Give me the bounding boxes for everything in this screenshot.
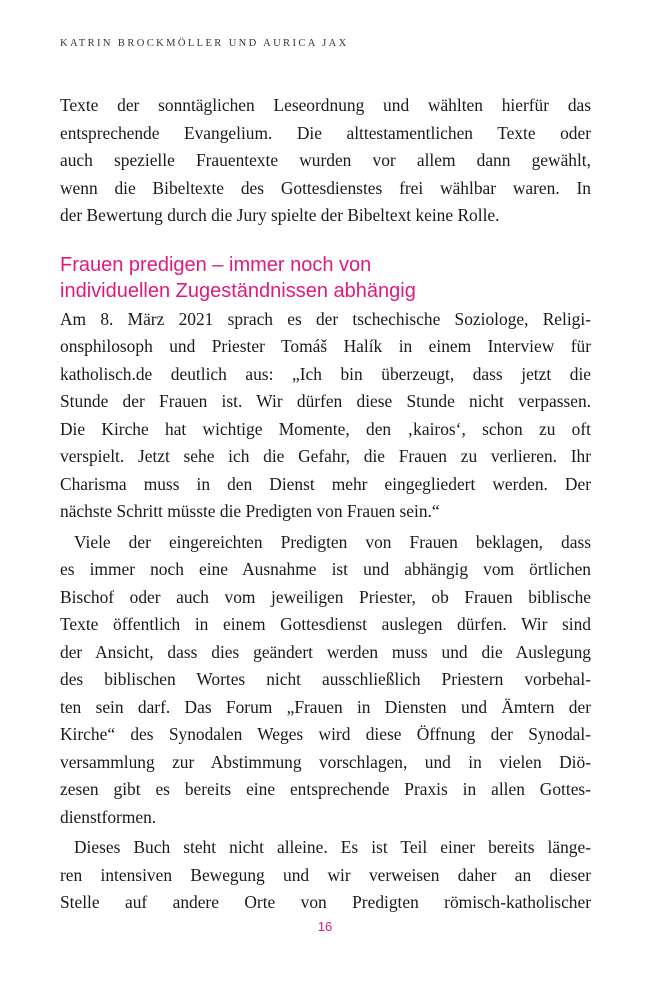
text-line: des biblischen Wortes nicht ausschließlich Priestern vorbehal- — [60, 669, 591, 689]
section-heading-line: Frauen predigen – immer noch von — [60, 253, 372, 276]
text-line: ten sein darf. Das Forum „Frauen in Diensten und Ämtern der — [60, 696, 591, 717]
text-line: Dieses Buch steht nicht alleine. Es ist Teil einer bereits länge- — [74, 837, 591, 857]
paragraph — [60, 834, 591, 917]
paragraph — [60, 92, 591, 230]
page-body — [60, 92, 591, 917]
text-line: der Bewertung durch die Jury spielte der Bibeltext keine Rolle. — [60, 205, 500, 225]
page-number: 16 — [317, 919, 333, 934]
text-line: Charisma muss in den Dienst mehr eingegliedert werden. Der — [60, 473, 591, 494]
text-line: katholisch.de deutlich aus: „Ich bin überzeugt, dass jetzt die — [60, 363, 591, 384]
text-line: Am 8. März 2021 sprach es der tschechische Soziologe, Religi- — [60, 308, 591, 329]
section-heading — [60, 252, 591, 304]
text-line: wenn die Bibeltexte des Gottesdienstes frei wählbar waren. In — [60, 177, 591, 198]
text-line: der Ansicht, dass dies geändert werden muss und die Auslegung — [60, 641, 591, 662]
paragraph — [60, 306, 591, 526]
text-line: Stunde der Frauen ist. Wir dürfen diese Stunde nicht verpassen. — [60, 391, 591, 411]
text-line: Kirche“ des Synodalen Weges wird diese Öffnung der Synodal- — [60, 724, 591, 744]
spacer — [60, 230, 591, 252]
text-line: versammlung zur Abstimmung vorschlagen, und in vielen Diö- — [60, 751, 591, 772]
text-line: es immer noch eine Ausnahme ist und abhängig vom örtlichen — [60, 559, 591, 579]
text-line: ren intensiven Bewegung und wir verweisen daher an dieser — [60, 864, 591, 885]
text-line: Texte der sonntäglichen Leseordnung und wählten hierfür das — [60, 95, 591, 115]
text-line: Die Kirche hat wichtige Momente, den ‚kairos‘, schon zu oft — [60, 418, 591, 439]
text-line: Bischof oder auch vom jeweiligen Priester, ob Frauen biblische — [60, 586, 591, 607]
text-line: auch spezielle Frauentexte wurden vor allem dann gewählt, — [60, 150, 591, 170]
paragraph — [60, 529, 591, 832]
text-line: entsprechende Evangelium. Die alttestamentlichen Texte oder — [60, 122, 591, 143]
text-line: dienstformen. — [60, 806, 157, 827]
text-line: nächste Schritt müsste die Predigten von Frauen sein.“ — [60, 501, 440, 521]
text-line: onsphilosoph und Priester Tomáš Halík in einem Interview für — [60, 336, 591, 356]
text-line: Viele der eingereichten Predigten von Frauen beklagen, dass — [74, 531, 591, 552]
text-line: Texte öffentlich in einem Gottesdienst auslegen dürfen. Wir sind — [60, 614, 591, 634]
text-line: zesen gibt es bereits eine entsprechende Praxis in allen Gottes- — [60, 779, 591, 799]
section-heading-line: individuellen Zugeständnissen abhängig — [60, 279, 416, 302]
running-header: KATRIN BROCKMÖLLER UND AURICA JAX — [60, 38, 349, 49]
text-line: Stelle auf andere Orte von Predigten römisch-katholischer — [60, 892, 591, 912]
text-line: verspielt. Jetzt sehe ich die Gefahr, die Frauen zu verlieren. Ihr — [60, 446, 591, 466]
